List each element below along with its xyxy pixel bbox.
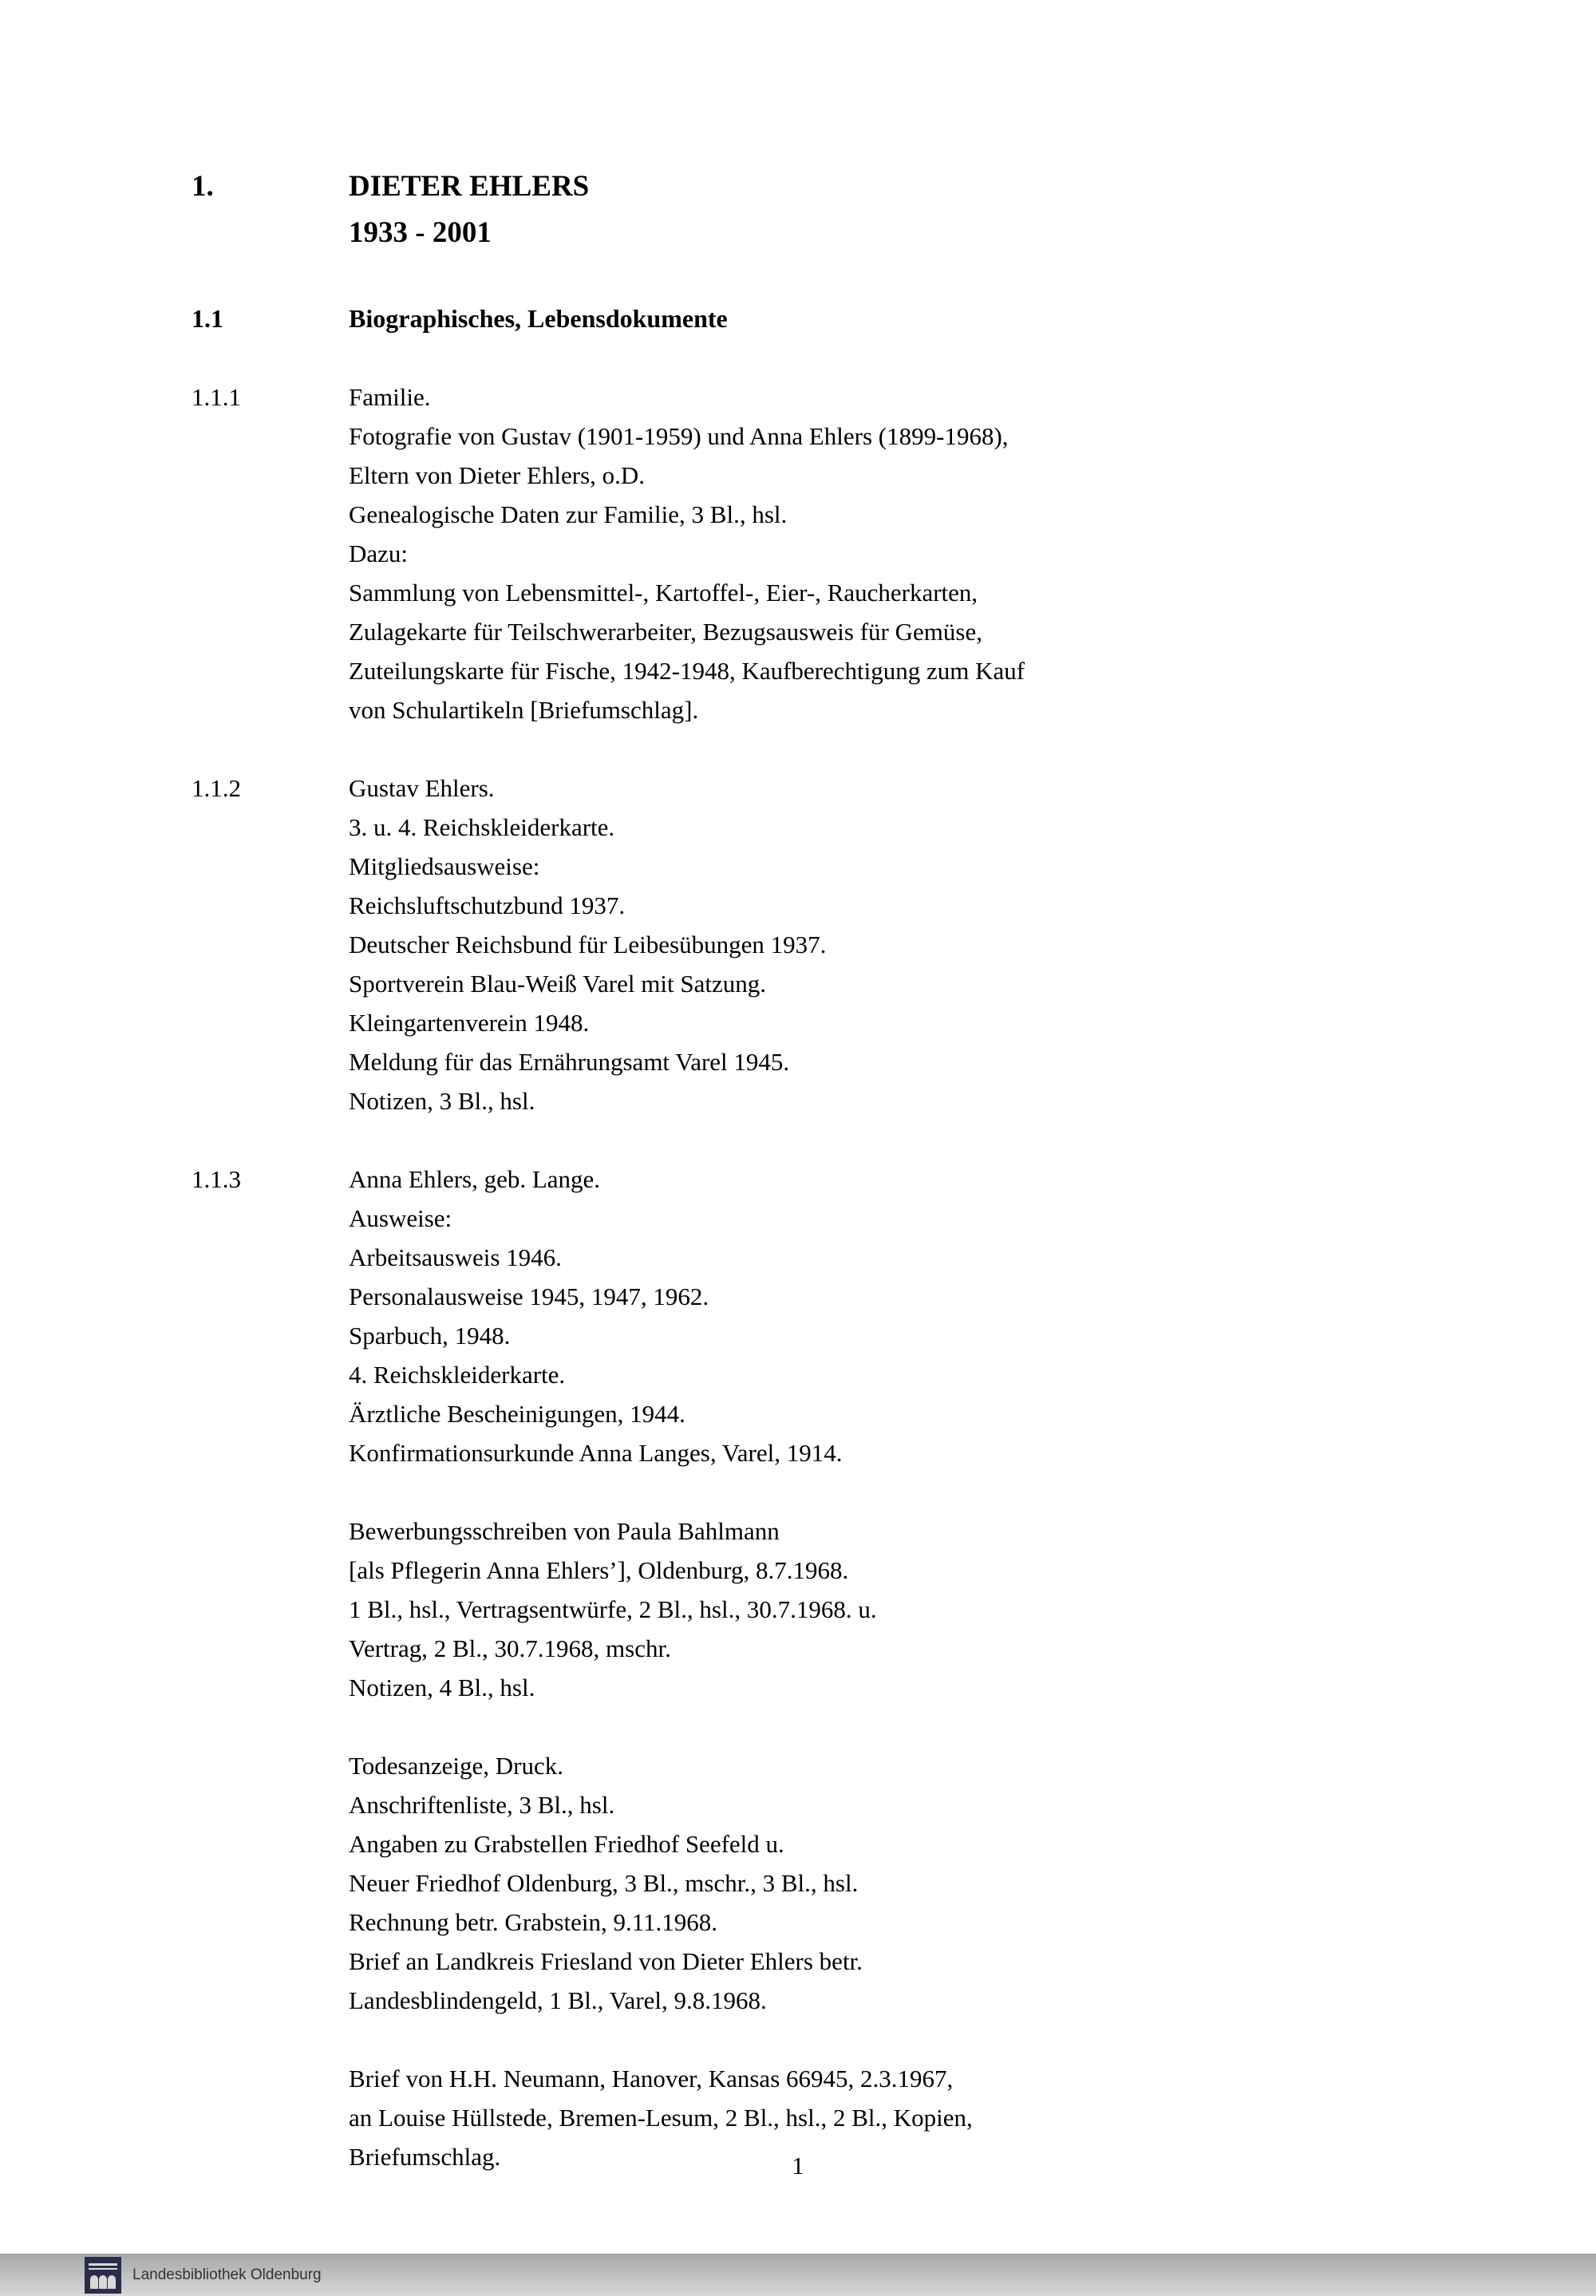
section-row — [192, 769, 1516, 1120]
text-line: Biographisches, Lebensdokumente — [349, 304, 728, 333]
text-line: Arbeitsausweis 1946. — [349, 1243, 562, 1271]
text-line: 1 Bl., hsl., Vertragsentwürfe, 2 Bl., hsl., 30.7.1968. u. — [349, 1595, 877, 1623]
text-line: Dazu: — [349, 539, 409, 567]
library-building-icon — [85, 2257, 121, 2294]
paragraph-block — [349, 299, 1516, 338]
text-line: Ärztliche Bescheinigungen, 1944. — [349, 1400, 685, 1428]
section-number: 1.1.3 — [192, 1165, 241, 1193]
text-line: von Schulartikeln [Briefumschlag]. — [349, 696, 699, 724]
section-row — [192, 1160, 1516, 2176]
text-line: 3. u. 4. Reichskleiderkarte. — [349, 813, 615, 841]
text-line: Eltern von Dieter Ehlers, o.D. — [349, 461, 646, 489]
text-line: Notizen, 4 Bl., hsl. — [349, 1674, 535, 1701]
section-text — [349, 164, 1516, 256]
text-line: 4. Reichskleiderkarte. — [349, 1361, 566, 1389]
section-number: 1.1.2 — [192, 774, 241, 802]
paragraph-block — [349, 164, 1516, 256]
section-number: 1.1 — [192, 304, 223, 333]
paragraph-block — [349, 1160, 1516, 1472]
section-row — [192, 164, 1516, 256]
text-line: Sportverein Blau-Weiß Varel mit Satzung. — [349, 970, 766, 998]
text-line: Rechnung betr. Grabstein, 9.11.1968. — [349, 1908, 718, 1936]
text-line: Kleingartenverein 1948. — [349, 1009, 590, 1037]
text-line: Deutscher Reichsbund für Leibesübungen 1937. — [349, 931, 827, 958]
text-line: Gustav Ehlers. — [349, 774, 495, 802]
section-row — [192, 377, 1516, 729]
footer-label: Landesbibliothek Oldenburg — [132, 2266, 322, 2283]
paragraph-block — [349, 377, 1516, 729]
text-line: Notizen, 3 Bl., hsl. — [349, 1087, 535, 1115]
text-line: Brief von H.H. Neumann, Hanover, Kansas 66945, 2.3.1967, — [349, 2065, 954, 2092]
section-row — [192, 299, 1516, 338]
text-line: Anschriftenliste, 3 Bl., hsl. — [349, 1791, 615, 1819]
text-line: Neuer Friedhof Oldenburg, 3 Bl., mschr., 3 Bl., hsl. — [349, 1869, 859, 1897]
section-text — [349, 1160, 1516, 2176]
section-number: 1.1.1 — [192, 383, 241, 411]
text-line: Familie. — [349, 383, 431, 411]
text-line: Landesblindengeld, 1 Bl., Varel, 9.8.1968. — [349, 1986, 767, 2014]
text-line: Angaben zu Grabstellen Friedhof Seefeld u. — [349, 1830, 784, 1858]
text-line: Brief an Landkreis Friesland von Dieter Ehlers betr. — [349, 1947, 863, 1975]
text-line: Fotografie von Gustav (1901-1959) und Anna Ehlers (1899-1968), — [349, 422, 1009, 450]
footer-bar — [0, 2254, 1596, 2296]
text-line: Konfirmationsurkunde Anna Langes, Varel, 1914. — [349, 1439, 843, 1467]
paragraph-block — [349, 1746, 1516, 2020]
text-line: Sammlung von Lebensmittel-, Kartoffel-, Eier-, Raucherkarten, — [349, 579, 978, 607]
section-text — [349, 377, 1516, 729]
text-line: Sparbuch, 1948. — [349, 1322, 511, 1350]
paragraph-block — [349, 769, 1516, 1120]
text-line: Reichsluftschutzbund 1937. — [349, 891, 626, 919]
text-line: Briefumschlag. — [349, 2143, 501, 2171]
text-line: Bewerbungsschreiben von Paula Bahlmann — [349, 1517, 780, 1545]
text-line: Mitgliedsausweise: — [349, 852, 540, 880]
section-text — [349, 769, 1516, 1120]
text-line: Todesanzeige, Druck. — [349, 1752, 563, 1780]
text-line: [als Pflegerin Anna Ehlers’], Oldenburg, 8.7.1968. — [349, 1556, 849, 1584]
text-line: Zuteilungskarte für Fische, 1942-1948, Kaufberechtigung zum Kauf — [349, 657, 1025, 685]
text-line: Meldung für das Ernährungsamt Varel 1945. — [349, 1048, 790, 1076]
section-number: 1. — [192, 170, 214, 203]
paragraph-block — [349, 1512, 1516, 1707]
text-line: 1933 - 2001 — [349, 216, 492, 249]
text-line: DIETER EHLERS — [349, 170, 590, 203]
section-text — [349, 299, 1516, 338]
document-body — [192, 164, 1516, 2215]
text-line: an Louise Hüllstede, Bremen-Lesum, 2 Bl., hsl., 2 Bl., Kopien, — [349, 2104, 973, 2132]
text-line: Genealogische Daten zur Familie, 3 Bl., hsl. — [349, 500, 788, 528]
text-line: Anna Ehlers, geb. Lange. — [349, 1165, 601, 1193]
text-line: Personalausweise 1945, 1947, 1962. — [349, 1282, 709, 1310]
page-number: 1 — [792, 2152, 804, 2179]
text-line: Zulagekarte für Teilschwerarbeiter, Bezugsausweis für Gemüse, — [349, 618, 982, 646]
text-line: Vertrag, 2 Bl., 30.7.1968, mschr. — [349, 1634, 671, 1662]
text-line: Ausweise: — [349, 1204, 452, 1232]
